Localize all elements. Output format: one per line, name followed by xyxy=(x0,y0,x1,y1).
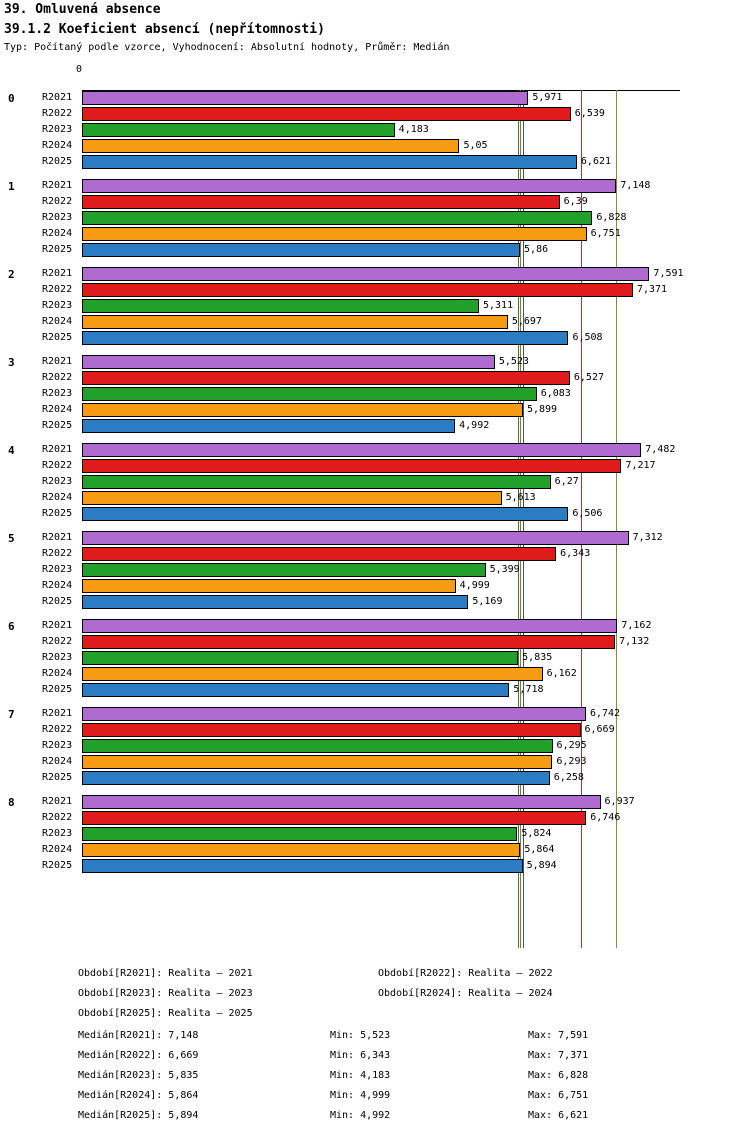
bar-value-label: 7,591 xyxy=(653,268,684,279)
stats-max: Max: 6,828 xyxy=(528,1070,589,1081)
series-row-label: R2021 xyxy=(42,620,73,631)
series-row-label: R2025 xyxy=(42,596,73,607)
bar-value-label: 5,899 xyxy=(526,404,558,415)
bar-value-label: 6,742 xyxy=(589,708,621,719)
series-row-label: R2022 xyxy=(42,460,73,471)
bar-value-label: 6,539 xyxy=(574,108,605,119)
bar-R2023-1 xyxy=(82,211,592,225)
bar-R2022-8 xyxy=(82,811,586,825)
bar-value-label: 5,864 xyxy=(524,844,555,855)
stats-median: Medián[R2022]: 6,669 xyxy=(78,1050,199,1061)
group-label: 2 xyxy=(8,268,15,281)
bar-value-label: 6,083 xyxy=(540,388,571,399)
chart-row xyxy=(0,314,750,330)
bar-value-label: 4,183 xyxy=(398,124,429,135)
bar-R2023-6 xyxy=(82,651,518,665)
bar-value-label: 6,27 xyxy=(554,476,579,487)
series-row-label: R2024 xyxy=(42,140,73,151)
series-row-label: R2022 xyxy=(42,812,73,823)
bar-R2022-0 xyxy=(82,107,571,121)
bar-value-label: 7,132 xyxy=(619,636,650,647)
bar-value-label: 5,399 xyxy=(489,564,520,575)
chart-row xyxy=(0,682,750,698)
chart-subtitle: Typ: Počítaný podle vzorce, Vyhodnocení: Absolutní hodnoty, Průměr: Medián xyxy=(4,42,450,53)
series-row-label: R2021 xyxy=(42,356,73,367)
series-row-label: R2024 xyxy=(42,580,73,591)
bar-value-label: 7,482 xyxy=(645,444,676,455)
stats-min: Min: 4,992 xyxy=(330,1110,391,1121)
legend-entry: Období[R2024]: Realita – 2024 xyxy=(378,988,553,999)
legend-entry: Období[R2025]: Realita – 2025 xyxy=(78,1008,253,1019)
series-row-label: R2023 xyxy=(42,652,73,663)
bar-value-label: 6,293 xyxy=(556,756,587,767)
bar-value-label: 5,835 xyxy=(522,652,553,663)
chart-row xyxy=(0,666,750,682)
chart-row xyxy=(0,794,750,810)
chart-title: 39.1.2 Koeficient absencí (nepřítomnosti) xyxy=(4,22,325,37)
bar-value-label: 7,371 xyxy=(636,284,668,295)
bar-R2021-6 xyxy=(82,619,617,633)
series-row-label: R2023 xyxy=(42,476,73,487)
bar-value-label: 7,217 xyxy=(625,460,656,471)
series-row-label: R2023 xyxy=(42,212,73,223)
bar-R2025-7 xyxy=(82,771,550,785)
chart-row xyxy=(0,754,750,770)
stats-median: Medián[R2025]: 5,894 xyxy=(78,1110,199,1121)
bar-R2024-0 xyxy=(82,139,459,153)
series-row-label: R2022 xyxy=(42,108,73,119)
series-row-label: R2025 xyxy=(42,772,73,783)
chart-row xyxy=(0,370,750,386)
chart-row xyxy=(0,530,750,546)
bar-value-label: 5,05 xyxy=(463,140,488,151)
bar-R2022-6 xyxy=(82,635,615,649)
chart-row xyxy=(0,706,750,722)
chart-row xyxy=(0,722,750,738)
series-row-label: R2023 xyxy=(42,564,73,575)
legend-row xyxy=(0,968,750,988)
group-label: 5 xyxy=(8,532,15,545)
chart-row xyxy=(0,562,750,578)
bar-R2021-7 xyxy=(82,707,586,721)
bar-R2025-0 xyxy=(82,155,577,169)
series-row-label: R2022 xyxy=(42,724,73,735)
chart-legend xyxy=(0,968,750,1028)
stats-median: Medián[R2021]: 7,148 xyxy=(78,1030,199,1041)
bar-value-label: 6,508 xyxy=(572,332,603,343)
chart-row xyxy=(0,442,750,458)
bar-R2025-5 xyxy=(82,595,468,609)
group-label: 8 xyxy=(8,796,15,809)
bar-value-label: 5,971 xyxy=(532,92,563,103)
chart-row xyxy=(0,842,750,858)
chart-row xyxy=(0,810,750,826)
bar-R2021-4 xyxy=(82,443,641,457)
bar-R2024-5 xyxy=(82,579,456,593)
chart-row xyxy=(0,210,750,226)
bar-value-label: 6,669 xyxy=(584,724,615,735)
series-row-label: R2021 xyxy=(42,92,73,103)
bar-value-label: 6,506 xyxy=(572,508,603,519)
bar-value-label: 6,746 xyxy=(590,812,621,823)
series-row-label: R2025 xyxy=(42,332,73,343)
series-row-label: R2021 xyxy=(42,180,73,191)
bar-R2021-3 xyxy=(82,355,495,369)
chart-row xyxy=(0,458,750,474)
chart-row xyxy=(0,90,750,106)
chart-row xyxy=(0,578,750,594)
chart-row xyxy=(0,738,750,754)
bar-R2024-1 xyxy=(82,227,587,241)
series-row-label: R2021 xyxy=(42,796,73,807)
chart-row xyxy=(0,506,750,522)
bar-value-label: 5,894 xyxy=(526,860,557,871)
bar-value-label: 7,312 xyxy=(632,532,663,543)
bar-R2021-8 xyxy=(82,795,601,809)
bar-value-label: 4,992 xyxy=(459,420,490,431)
bar-R2025-1 xyxy=(82,243,520,257)
bar-R2022-5 xyxy=(82,547,556,561)
stats-row xyxy=(0,1090,750,1110)
bar-R2023-7 xyxy=(82,739,553,753)
bar-R2025-4 xyxy=(82,507,568,521)
chart-row xyxy=(0,618,750,634)
bar-R2025-2 xyxy=(82,331,568,345)
series-row-label: R2024 xyxy=(42,756,73,767)
chart-row xyxy=(0,194,750,210)
bar-R2024-2 xyxy=(82,315,508,329)
bar-R2024-4 xyxy=(82,491,502,505)
group-label: 6 xyxy=(8,620,15,633)
series-row-label: R2025 xyxy=(42,508,73,519)
stats-min: Min: 4,999 xyxy=(330,1090,391,1101)
chart-row xyxy=(0,474,750,490)
chart-row xyxy=(0,226,750,242)
legend-entry: Období[R2021]: Realita – 2021 xyxy=(78,968,253,979)
chart-row xyxy=(0,858,750,874)
chart-row xyxy=(0,106,750,122)
bar-value-label: 6,828 xyxy=(596,212,627,223)
bar-value-label: 6,937 xyxy=(604,796,635,807)
series-row-label: R2024 xyxy=(42,492,73,503)
bar-R2023-0 xyxy=(82,123,395,137)
chart-row xyxy=(0,282,750,298)
chart-row xyxy=(0,138,750,154)
chart-row xyxy=(0,330,750,346)
legend-row xyxy=(0,988,750,1008)
chart-row xyxy=(0,418,750,434)
stats-row xyxy=(0,1050,750,1070)
chart-row xyxy=(0,546,750,562)
bar-value-label: 6,527 xyxy=(573,372,604,383)
series-row-label: R2023 xyxy=(42,740,73,751)
group-label: 0 xyxy=(8,92,15,105)
chart-row xyxy=(0,402,750,418)
series-row-label: R2022 xyxy=(42,636,73,647)
stats-min: Min: 5,523 xyxy=(330,1030,391,1041)
bar-value-label: 6,621 xyxy=(580,156,612,167)
bar-value-label: 6,39 xyxy=(563,196,588,207)
series-row-label: R2022 xyxy=(42,284,73,295)
chart-row xyxy=(0,770,750,786)
bar-R2023-3 xyxy=(82,387,537,401)
bar-value-label: 5,523 xyxy=(498,356,529,367)
chart-row xyxy=(0,490,750,506)
chart-row xyxy=(0,242,750,258)
bar-value-label: 7,148 xyxy=(620,180,651,191)
bar-value-label: 5,311 xyxy=(482,300,514,311)
series-row-label: R2023 xyxy=(42,828,73,839)
series-row-label: R2025 xyxy=(42,860,73,871)
bar-R2023-8 xyxy=(82,827,517,841)
bar-value-label: 5,613 xyxy=(505,492,536,503)
bar-R2022-3 xyxy=(82,371,570,385)
series-row-label: R2024 xyxy=(42,668,73,679)
axis-origin-label: 0 xyxy=(76,64,83,75)
bar-R2021-0 xyxy=(82,91,528,105)
bar-R2021-2 xyxy=(82,267,649,281)
bar-R2021-5 xyxy=(82,531,629,545)
stats-row xyxy=(0,1110,750,1130)
stats-min: Min: 6,343 xyxy=(330,1050,391,1061)
series-row-label: R2023 xyxy=(42,388,73,399)
series-row-label: R2021 xyxy=(42,708,73,719)
series-row-label: R2021 xyxy=(42,532,73,543)
stats-max: Max: 7,591 xyxy=(528,1030,589,1041)
stats-max: Max: 6,751 xyxy=(528,1090,589,1101)
series-row-label: R2024 xyxy=(42,404,73,415)
bar-value-label: 6,751 xyxy=(590,228,621,239)
bar-value-label: 6,343 xyxy=(560,548,591,559)
bar-value-label: 6,258 xyxy=(553,772,584,783)
chart-plot-area xyxy=(0,64,750,958)
chart-row xyxy=(0,594,750,610)
chart-row xyxy=(0,178,750,194)
bar-R2024-3 xyxy=(82,403,523,417)
bar-value-label: 6,162 xyxy=(546,668,577,679)
bar-R2025-3 xyxy=(82,419,455,433)
bar-value-label: 5,86 xyxy=(524,244,549,255)
chart-row xyxy=(0,266,750,282)
bar-value-label: 5,824 xyxy=(521,828,552,839)
bar-R2023-5 xyxy=(82,563,486,577)
series-row-label: R2021 xyxy=(42,268,73,279)
series-row-label: R2021 xyxy=(42,444,73,455)
group-label: 4 xyxy=(8,444,15,457)
series-row-label: R2025 xyxy=(42,156,73,167)
series-row-label: R2023 xyxy=(42,300,73,311)
bar-R2022-2 xyxy=(82,283,633,297)
legend-entry: Období[R2023]: Realita – 2023 xyxy=(78,988,253,999)
series-row-label: R2022 xyxy=(42,196,73,207)
bar-R2023-2 xyxy=(82,299,479,313)
chart-row xyxy=(0,826,750,842)
bar-R2024-7 xyxy=(82,755,552,769)
stats-row xyxy=(0,1070,750,1090)
series-row-label: R2025 xyxy=(42,244,73,255)
stats-max: Max: 6,621 xyxy=(528,1110,589,1121)
series-row-label: R2025 xyxy=(42,420,73,431)
chart-row xyxy=(0,354,750,370)
legend-row xyxy=(0,1008,750,1028)
bar-R2021-1 xyxy=(82,179,616,193)
chart-row xyxy=(0,122,750,138)
bar-R2022-4 xyxy=(82,459,621,473)
bar-R2024-6 xyxy=(82,667,543,681)
bar-value-label: 6,295 xyxy=(556,740,587,751)
stats-median: Medián[R2024]: 5,864 xyxy=(78,1090,199,1101)
chart-row xyxy=(0,386,750,402)
bar-R2025-6 xyxy=(82,683,509,697)
bar-R2023-4 xyxy=(82,475,551,489)
group-label: 1 xyxy=(8,180,15,193)
chart-row xyxy=(0,634,750,650)
chart-row xyxy=(0,298,750,314)
stats-min: Min: 4,183 xyxy=(330,1070,391,1081)
bar-R2022-7 xyxy=(82,723,581,737)
bar-R2025-8 xyxy=(82,859,523,873)
stats-median: Medián[R2023]: 5,835 xyxy=(78,1070,199,1081)
bar-value-label: 4,999 xyxy=(459,580,490,591)
bar-value-label: 7,162 xyxy=(621,620,652,631)
bar-value-label: 5,697 xyxy=(511,316,542,327)
series-row-label: R2024 xyxy=(42,316,73,327)
series-row-label: R2024 xyxy=(42,228,73,239)
series-row-label: R2022 xyxy=(42,372,73,383)
chart-row xyxy=(0,154,750,170)
bar-value-label: 5,169 xyxy=(472,596,503,607)
bar-R2024-8 xyxy=(82,843,520,857)
stats-max: Max: 7,371 xyxy=(528,1050,589,1061)
stats-row xyxy=(0,1030,750,1050)
series-row-label: R2024 xyxy=(42,844,73,855)
group-label: 7 xyxy=(8,708,15,721)
page-title: 39. Omluvená absence xyxy=(4,2,161,17)
bar-R2022-1 xyxy=(82,195,560,209)
chart-stats xyxy=(0,1030,750,1130)
group-label: 3 xyxy=(8,356,15,369)
series-row-label: R2025 xyxy=(42,684,73,695)
series-row-label: R2023 xyxy=(42,124,73,135)
legend-entry: Období[R2022]: Realita – 2022 xyxy=(378,968,553,979)
chart-row xyxy=(0,650,750,666)
series-row-label: R2022 xyxy=(42,548,73,559)
bar-value-label: 5,718 xyxy=(513,684,544,695)
